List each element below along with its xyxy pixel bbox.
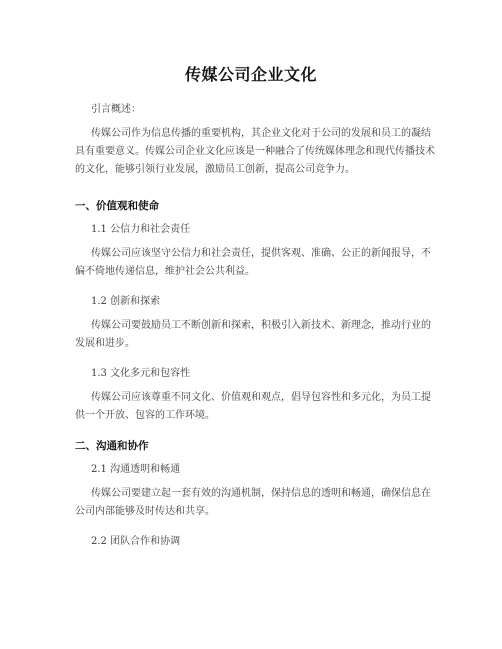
subsection-text-2-1: 传媒公司要建立起一套有效的沟通机制，保持信息的透明和畅通，确保信息在公司内部能够及时传达和共享。	[75, 488, 431, 517]
document-title: 传媒公司企业文化	[184, 65, 317, 84]
subsection-title-2-1: 2.1 沟通透明和畅通	[91, 464, 181, 475]
intro-paragraph: 传媒公司作为信息传播的重要机构，其企业文化对于公司的发展和员工的凝结具有重要意义。传媒公司企业文化应该是一种融合了传统媒体理念和现代传播技术的文化，能够引领行业发展，激励员工创新，提高公司竞争力。	[75, 128, 435, 175]
section-heading-2: 二、沟通和协作	[75, 440, 149, 452]
subsection-title-2-2: 2.2 团队合作和协调	[91, 536, 181, 547]
subsection-text-1-3: 传媒公司应该尊重不同文化、价值观和观点，倡导包容性和多元化，为员工提供一个开放、包容的工作环境。	[75, 392, 431, 421]
subsection-title-1-3: 1.3 文化多元和包容性	[91, 368, 191, 379]
intro-label: 引言概述：	[91, 104, 141, 115]
section-heading-1: 一、价值观和使命	[75, 200, 159, 212]
subsection-text-1-2: 传媒公司要鼓励员工不断创新和探索，积极引入新技术、新理念，推动行业的发展和进步。	[75, 320, 431, 349]
subsection-title-1-1: 1.1 公信力和社会责任	[91, 224, 191, 235]
subsection-title-1-2: 1.2 创新和探索	[91, 296, 161, 307]
subsection-text-1-1: 传媒公司应该坚守公信力和社会责任，提供客观、准确、公正的新闻报导，不偏不倚地传递信息，维护社会公共利益。	[75, 248, 431, 277]
